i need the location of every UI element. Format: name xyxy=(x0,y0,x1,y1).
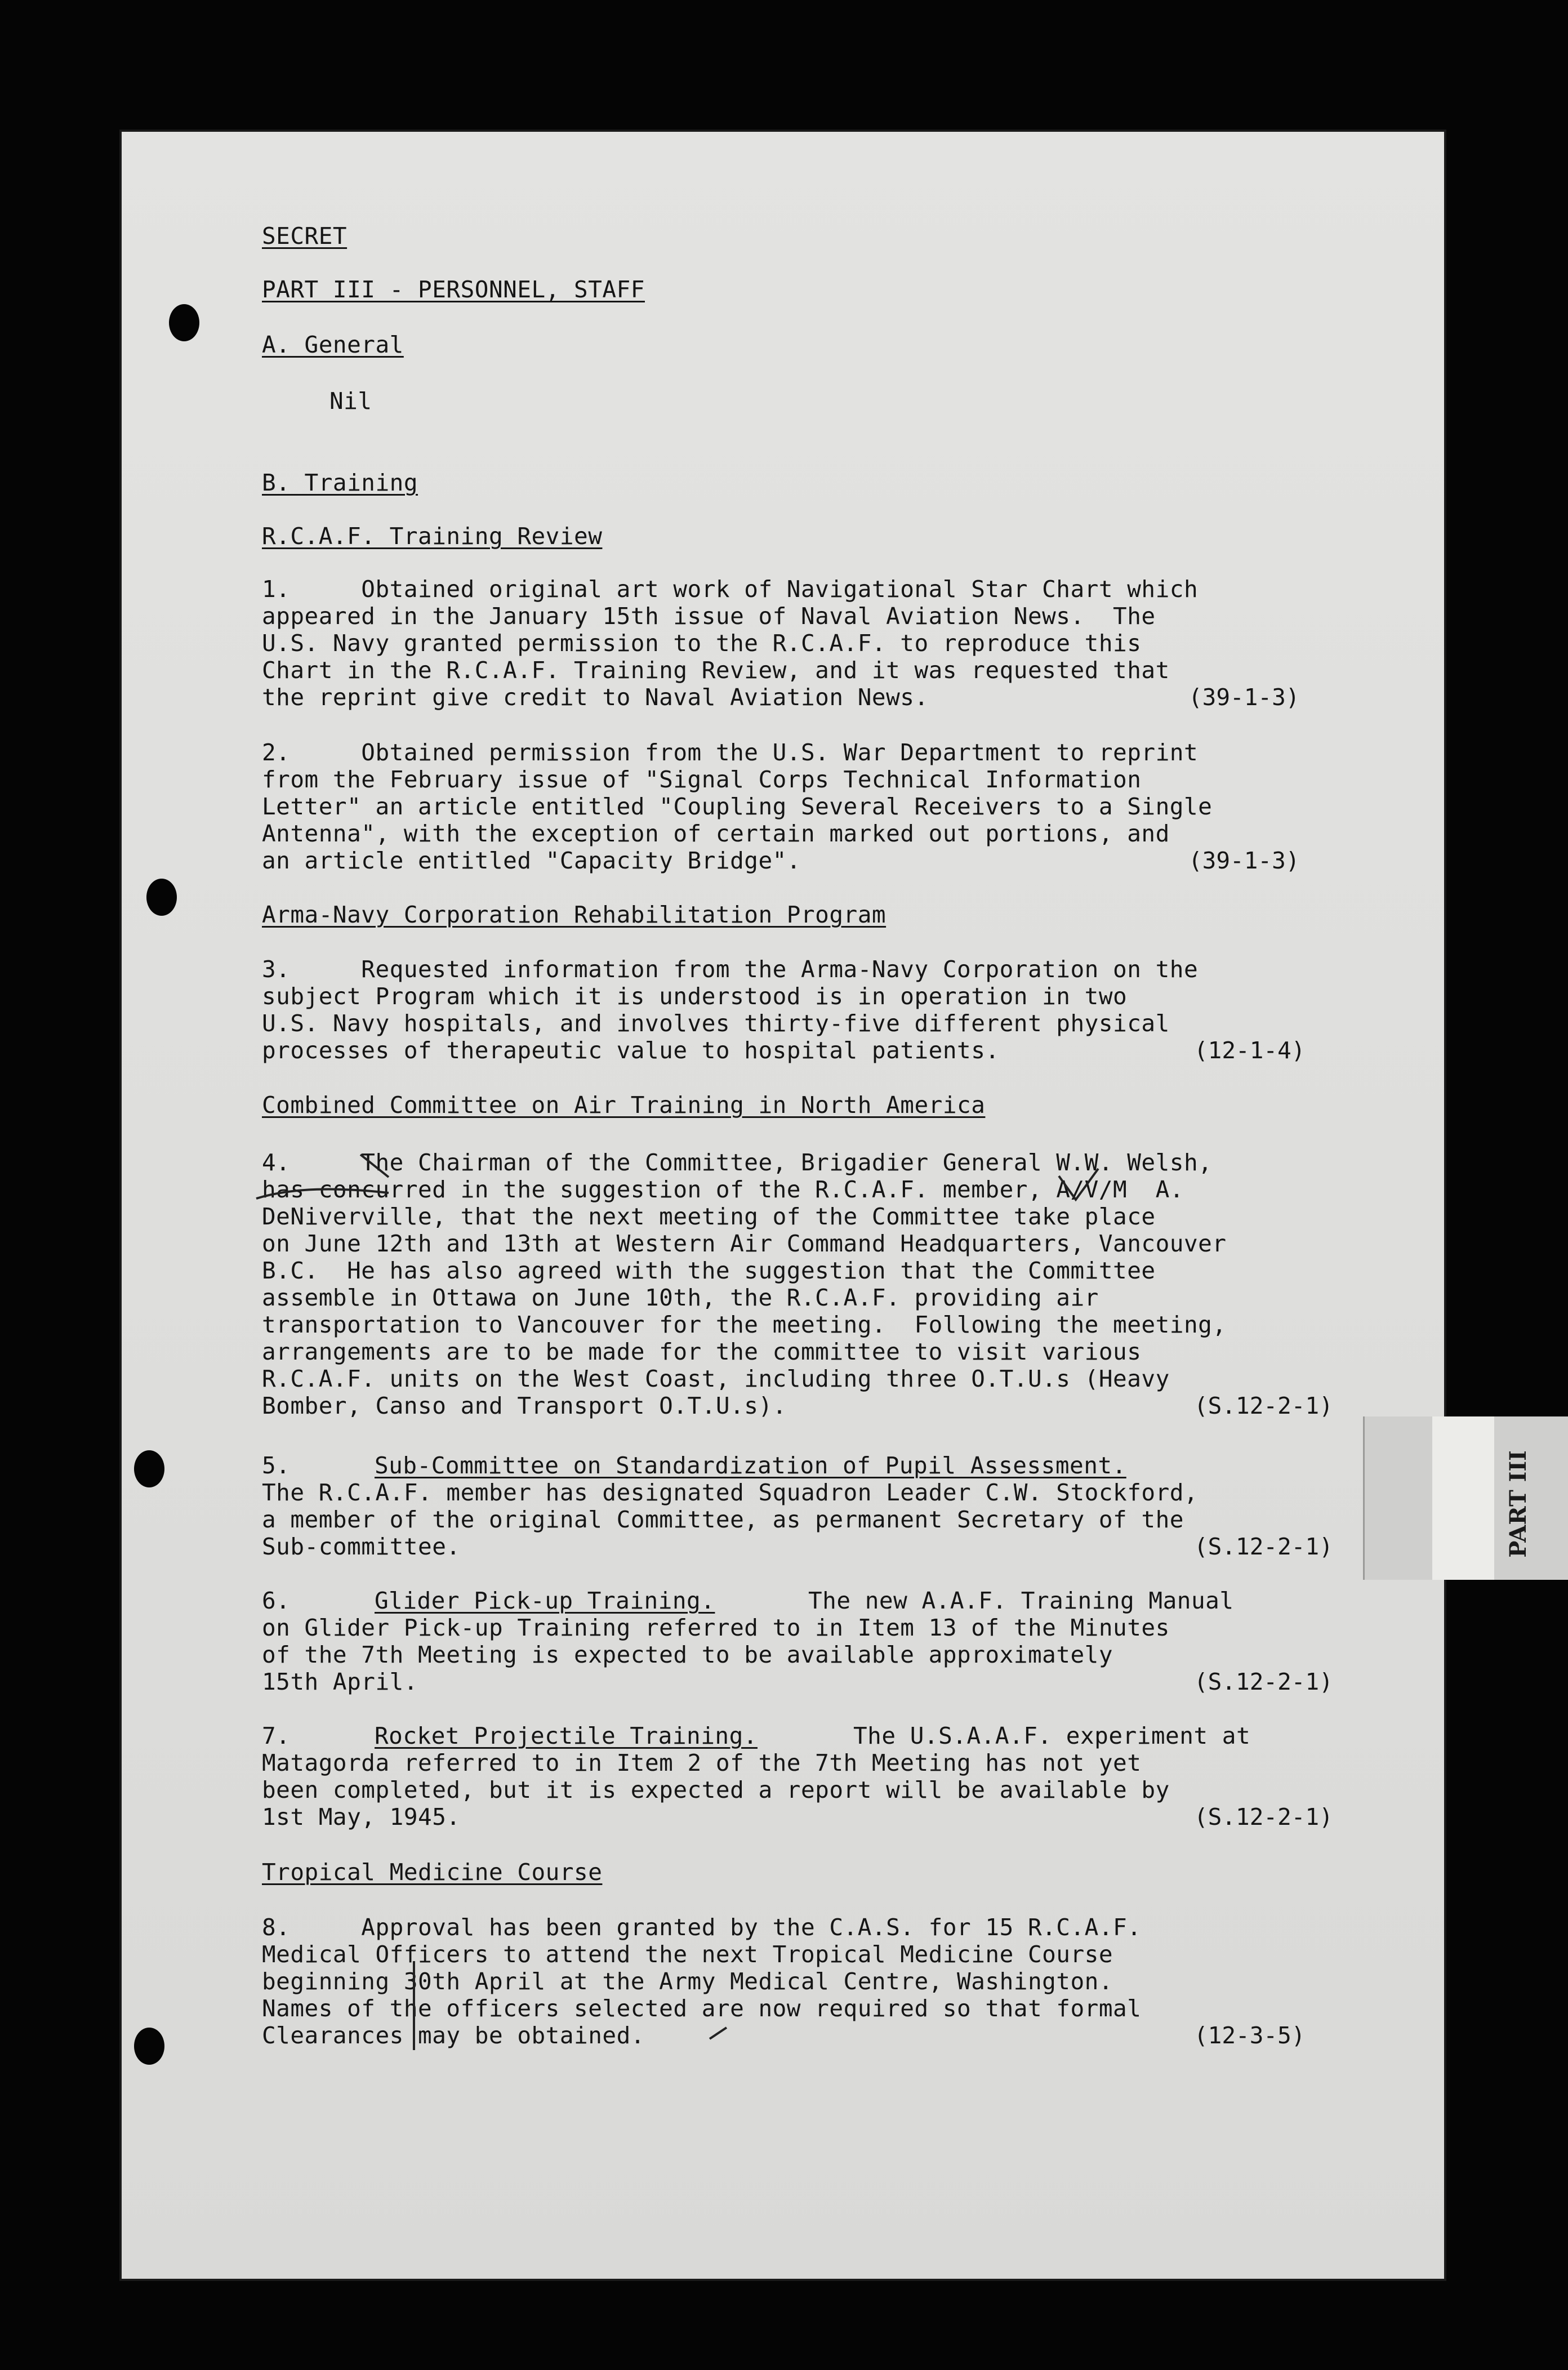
paragraph-line: The new A.A.F. Training Manual xyxy=(808,1587,1234,1614)
paragraph-line: 15th April. xyxy=(262,1668,418,1695)
subheading-combined-committee: Combined Committee on Air Training in North America xyxy=(262,1092,986,1119)
paragraph-line: B.C. He has also agreed with the suggestion that the Committee xyxy=(262,1257,1156,1284)
paragraph-line: Chart in the R.C.A.F. Training Review, and it was requested that xyxy=(262,657,1170,684)
handwritten-tick xyxy=(1059,1169,1098,1200)
paragraph-title: Glider Pick-up Training. xyxy=(375,1587,715,1614)
file-reference: (S.12-2-1) xyxy=(1194,1803,1333,1830)
paragraph-line: DeNiverville, that the next meeting of the Committee take place xyxy=(262,1203,1156,1230)
file-reference: (39-1-3) xyxy=(1188,847,1300,874)
paragraph-line: subject Program which it is understood is in operation in two xyxy=(262,983,1128,1010)
paragraph-line: has concurred in the suggestion of the R.C.A.F. member, A/V/M A. xyxy=(262,1176,1184,1203)
paragraph-title: Rocket Projectile Training. xyxy=(375,1722,758,1749)
paragraph-line: Sub-committee. xyxy=(262,1533,461,1560)
file-reference: (S.12-2-1) xyxy=(1194,1668,1333,1695)
paragraph-line: an article entitled "Capacity Bridge". xyxy=(262,847,801,874)
section-a-heading: A. General xyxy=(262,331,404,358)
file-reference: (S.12-2-1) xyxy=(1194,1392,1333,1419)
paragraph-line: Medical Officers to attend the next Tropical Medicine Course xyxy=(262,1941,1113,1968)
paragraph-line: Antenna", with the exception of certain marked out portions, and xyxy=(262,820,1170,847)
paragraph-line: on Glider Pick-up Training referred to in Item 13 of the Minutes xyxy=(262,1614,1170,1641)
part-title: PART III - PERSONNEL, STAFF xyxy=(262,276,645,303)
paragraph-line: 8. Approval has been granted by the C.A.S. for 15 R.C.A.F. xyxy=(262,1914,1142,1941)
paragraph-line: Clearances may be obtained. xyxy=(262,2022,645,2049)
paragraph-line: U.S. Navy hospitals, and involves thirty-five different physical xyxy=(262,1010,1170,1037)
handwritten-mark xyxy=(710,2028,727,2039)
subheading-arma-navy: Arma-Navy Corporation Rehabilitation Program xyxy=(262,901,887,928)
paragraph-line: a member of the original Committee, as permanent Secretary of the xyxy=(262,1506,1184,1533)
paragraph-line: Letter" an article entitled "Coupling Several Receivers to a Single xyxy=(262,793,1213,820)
file-reference: (12-3-5) xyxy=(1194,2022,1306,2049)
section-b-heading: B. Training xyxy=(262,469,418,496)
paragraph-line: The R.C.A.F. member has designated Squadron Leader C.W. Stockford, xyxy=(262,1479,1199,1506)
paragraph-line: appeared in the January 15th issue of Naval Aviation News. The xyxy=(262,603,1156,630)
classification-marking: SECRET xyxy=(262,222,348,250)
paragraph-line: assemble in Ottawa on June 10th, the R.C.A.F. providing air xyxy=(262,1284,1099,1311)
paragraph-line: 1st May, 1945. xyxy=(262,1803,461,1830)
paragraph-line: arrangements are to be made for the committee to visit various xyxy=(262,1338,1142,1365)
paragraph-line: 1. Obtained original art work of Navigational Star Chart which xyxy=(262,576,1199,603)
paragraph-line: Names of the officers selected are now required so that formal xyxy=(262,1995,1142,2022)
paragraph-line: from the February issue of "Signal Corps Technical Information xyxy=(262,766,1142,793)
handwritten-tick xyxy=(256,1155,389,1199)
paragraph-line: been completed, but it is expected a report will be available by xyxy=(262,1776,1170,1803)
paragraph-line: processes of therapeutic value to hospital patients. xyxy=(262,1037,1000,1064)
file-reference: (39-1-3) xyxy=(1188,684,1300,711)
paragraph-line: Matagorda referred to in Item 2 of the 7th Meeting has not yet xyxy=(262,1749,1142,1776)
paragraph-title: Sub-Committee on Standardization of Pupil Assessment. xyxy=(375,1452,1126,1479)
paragraph-line: transportation to Vancouver for the meeting. Following the meeting, xyxy=(262,1311,1227,1338)
section-a-body: Nil xyxy=(329,387,372,415)
paragraph-line: on June 12th and 13th at Western Air Command Headquarters, Vancouver xyxy=(262,1230,1227,1257)
subheading-training-review: R.C.A.F. Training Review xyxy=(262,523,603,550)
paragraph-line: 4. The Chairman of the Committee, Brigadier General W.W. Welsh, xyxy=(262,1149,1213,1176)
side-tab-label: PART III xyxy=(1504,1450,1531,1558)
paragraph-line: Bomber, Canso and Transport O.T.U.s). xyxy=(262,1392,787,1419)
paragraph-line: U.S. Navy granted permission to the R.C.A.F. to reproduce this xyxy=(262,630,1142,657)
paragraph-line: the reprint give credit to Naval Aviation News. xyxy=(262,684,929,711)
paragraph-number: 7. xyxy=(262,1722,291,1749)
paragraph-line: 2. Obtained permission from the U.S. War Department to reprint xyxy=(262,739,1199,766)
file-reference: (S.12-2-1) xyxy=(1194,1533,1333,1560)
file-reference: (12-1-4) xyxy=(1194,1037,1306,1064)
subheading-tropical-medicine: Tropical Medicine Course xyxy=(262,1859,603,1886)
paragraph-number: 6. xyxy=(262,1587,291,1614)
paragraph-number: 5. xyxy=(262,1452,291,1479)
paragraph-line: 3. Requested information from the Arma-Navy Corporation on the xyxy=(262,956,1199,983)
paragraph-line: R.C.A.F. units on the West Coast, including three O.T.U.s (Heavy xyxy=(262,1365,1170,1392)
paragraph-line: of the 7th Meeting is expected to be available approximately xyxy=(262,1641,1113,1668)
paragraph-line: The U.S.A.A.F. experiment at xyxy=(853,1722,1251,1749)
paragraph-line: beginning 30th April at the Army Medical Centre, Washington. xyxy=(262,1968,1113,1995)
